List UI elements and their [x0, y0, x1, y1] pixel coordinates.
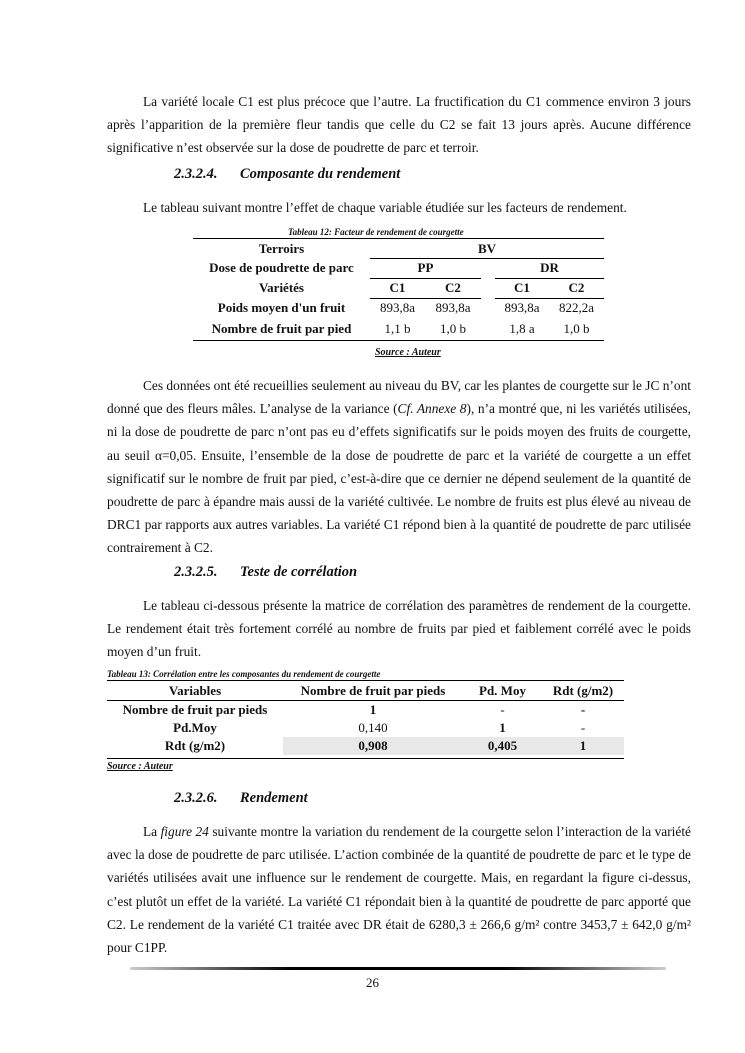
section-heading-composante	[174, 166, 400, 183]
table12-bottom-rule	[193, 340, 604, 341]
section-number: 2.3.2.4.	[174, 166, 218, 182]
annex-reference: Cf. Annexe 8	[397, 401, 467, 417]
table12-cell: 1,0 b	[440, 321, 466, 336]
table12-cell: 1,1 b	[384, 321, 411, 336]
table12-dose-dr: DR	[540, 260, 559, 276]
table-row	[193, 239, 604, 259]
table12-varietes-label: Variétés	[258, 279, 304, 295]
table12-variete: C1	[389, 279, 406, 295]
table-row	[107, 737, 624, 755]
table13-row-label: Pd.Moy	[173, 720, 217, 735]
section-number: 2.3.2.6.	[174, 790, 218, 806]
table13-cell: -	[500, 702, 505, 717]
table12-dose-label: Dose de poudrette de parc	[209, 260, 354, 276]
table12-terroirs-label: Terroirs	[258, 240, 305, 256]
table13-cell: 0,140	[358, 720, 388, 735]
table12-cell: 893,8a	[379, 300, 416, 315]
table13-header: Rdt (g/m2)	[542, 682, 624, 701]
paragraph-text: Ces données ont été recueillies seulement au niveau du BV, car les plantes de courgette sur le JC n’ont donné que des fleurs mâles. L’analyse de la variance (	[107, 378, 691, 417]
table-row	[193, 319, 604, 340]
table12-cell: 1,0 b	[563, 321, 590, 336]
table12-cell: 893,8a	[504, 300, 540, 315]
table12-row-label: Nombre de fruit par pied	[211, 321, 352, 336]
paragraph-text: La	[143, 824, 161, 839]
table12-cell: 822,2a	[558, 300, 595, 315]
table13-header: Variables	[107, 682, 283, 701]
table-row	[107, 719, 624, 737]
table13-top-rule	[107, 680, 624, 681]
table12-dose-pp: PP	[417, 260, 434, 276]
section-number: 2.3.2.5.	[174, 564, 218, 580]
table12-variete: C1	[514, 279, 530, 295]
section-heading-correlation	[174, 564, 357, 581]
table13-row-label: Nombre de fruit par pieds	[122, 702, 268, 717]
table13-cell: 0,908	[283, 737, 463, 755]
table13-row-label: Rdt (g/m2)	[164, 738, 226, 753]
table12-variete: C2	[445, 279, 461, 295]
table-row	[193, 298, 604, 319]
table12-terroir-value: BV	[477, 240, 497, 256]
table12	[193, 239, 604, 340]
paragraph-analyse-variance	[107, 374, 691, 560]
table13-source: Source : Auteur	[107, 761, 173, 772]
paragraph-rendement	[107, 820, 691, 959]
section-title: Composante du rendement	[240, 166, 401, 182]
table13-header: Pd. Moy	[463, 682, 542, 701]
footer-divider	[130, 967, 666, 970]
table13-cell: 1	[499, 720, 506, 735]
table12-source: Source : Auteur	[375, 347, 441, 358]
table-header-row	[107, 682, 624, 701]
table13-cell: -	[580, 720, 586, 735]
table12-caption: Tableau 12: Facteur de rendement de courgette	[288, 227, 464, 237]
table-row	[107, 701, 624, 720]
table13-cell: -	[580, 702, 586, 717]
table-row	[193, 259, 604, 279]
table13-cell: 1	[369, 702, 377, 717]
paragraph-text: ), n’a montré que, ni les variétés utilisées, ni la dose de poudrette de parc n’ont pas eu d’effets significatifs sur le poids moyen des fruits de courgette, au seuil α=0,05. Ensuite, l’ensemble de la dose de poudrette de parc et la variété de courgette a un effet significatif sur le nombre de fruit par pied, c’est-à-dire que ce dernier ne dépend seulement de la quantité de poudrette de parc à épandre mais aussi de la variété cultivée. Le nombre de fruits est plus élevé au niveau de DRC1 par rapports aux autres variables. La variété C1 répond bien à la quantité de poudrette de parc utilisée contrairement à C2.	[107, 401, 691, 556]
table12-cell: 893,8a	[435, 300, 471, 315]
table13-cell: 1	[542, 737, 624, 755]
table13-bottom-rule	[107, 758, 624, 759]
section-title: Rendement	[240, 790, 308, 806]
figure-reference: figure 24	[160, 824, 209, 839]
table-row	[193, 278, 604, 298]
paragraph-precocite: La variété locale C1 est plus précoce que l’autre. La fructification du C1 commence environ 3 jours après l’apparition de la première fleur tandis que celle du C2 se fait 13 jours après. Aucune différence significative n’est observée sur la dose de poudrette de parc et terroir.	[107, 94, 691, 156]
table13-caption: Tableau 13: Corrélation entre les composantes du rendement de courgette	[107, 669, 381, 679]
section-title: Teste de corrélation	[240, 564, 358, 580]
paragraph-intro-tableau12: Le tableau suivant montre l’effet de chaque variable étudiée sur les facteurs de rendement.	[143, 200, 627, 215]
section-heading-rendement	[174, 790, 308, 807]
table13	[107, 682, 624, 755]
table13-header: Nombre de fruit par pieds	[283, 682, 463, 701]
table13-cell: 0,405	[463, 737, 542, 755]
table12-cell: 1,8 a	[509, 321, 535, 336]
page-number: 26	[366, 975, 379, 990]
table12-variete: C2	[568, 279, 585, 295]
table12-row-label: Poids moyen d'un fruit	[217, 300, 346, 315]
paragraph-text: suivante montre la variation du rendement de la courgette selon l’interaction de la variété avec la dose de poudrette de parc utilisée. L’action combinée de la quantité de poudrette de parc et le type de variétés utilisées avait une influence sur le rendement de courgette. Mais, en regardant la figure ci-dessus, c’est plutôt un effet de la variété. La variété C1 répondait bien à la quantité de poudrette de parc apporté que C2. Le rendement de la variété C1 traitée avec DR était de 6280,3 ± 266,6 g/m² contre 3453,7 ± 642,0 g/m² pour C1PP.	[107, 824, 691, 956]
paragraph-intro-tableau13: Le tableau ci-dessous présente la matrice de corrélation des paramètres de rendement de la courgette. Le rendement était très fortement corrélé au nombre de fruits par pied et faiblement corrélé avec le poids moyen d’un fruit.	[107, 598, 691, 660]
